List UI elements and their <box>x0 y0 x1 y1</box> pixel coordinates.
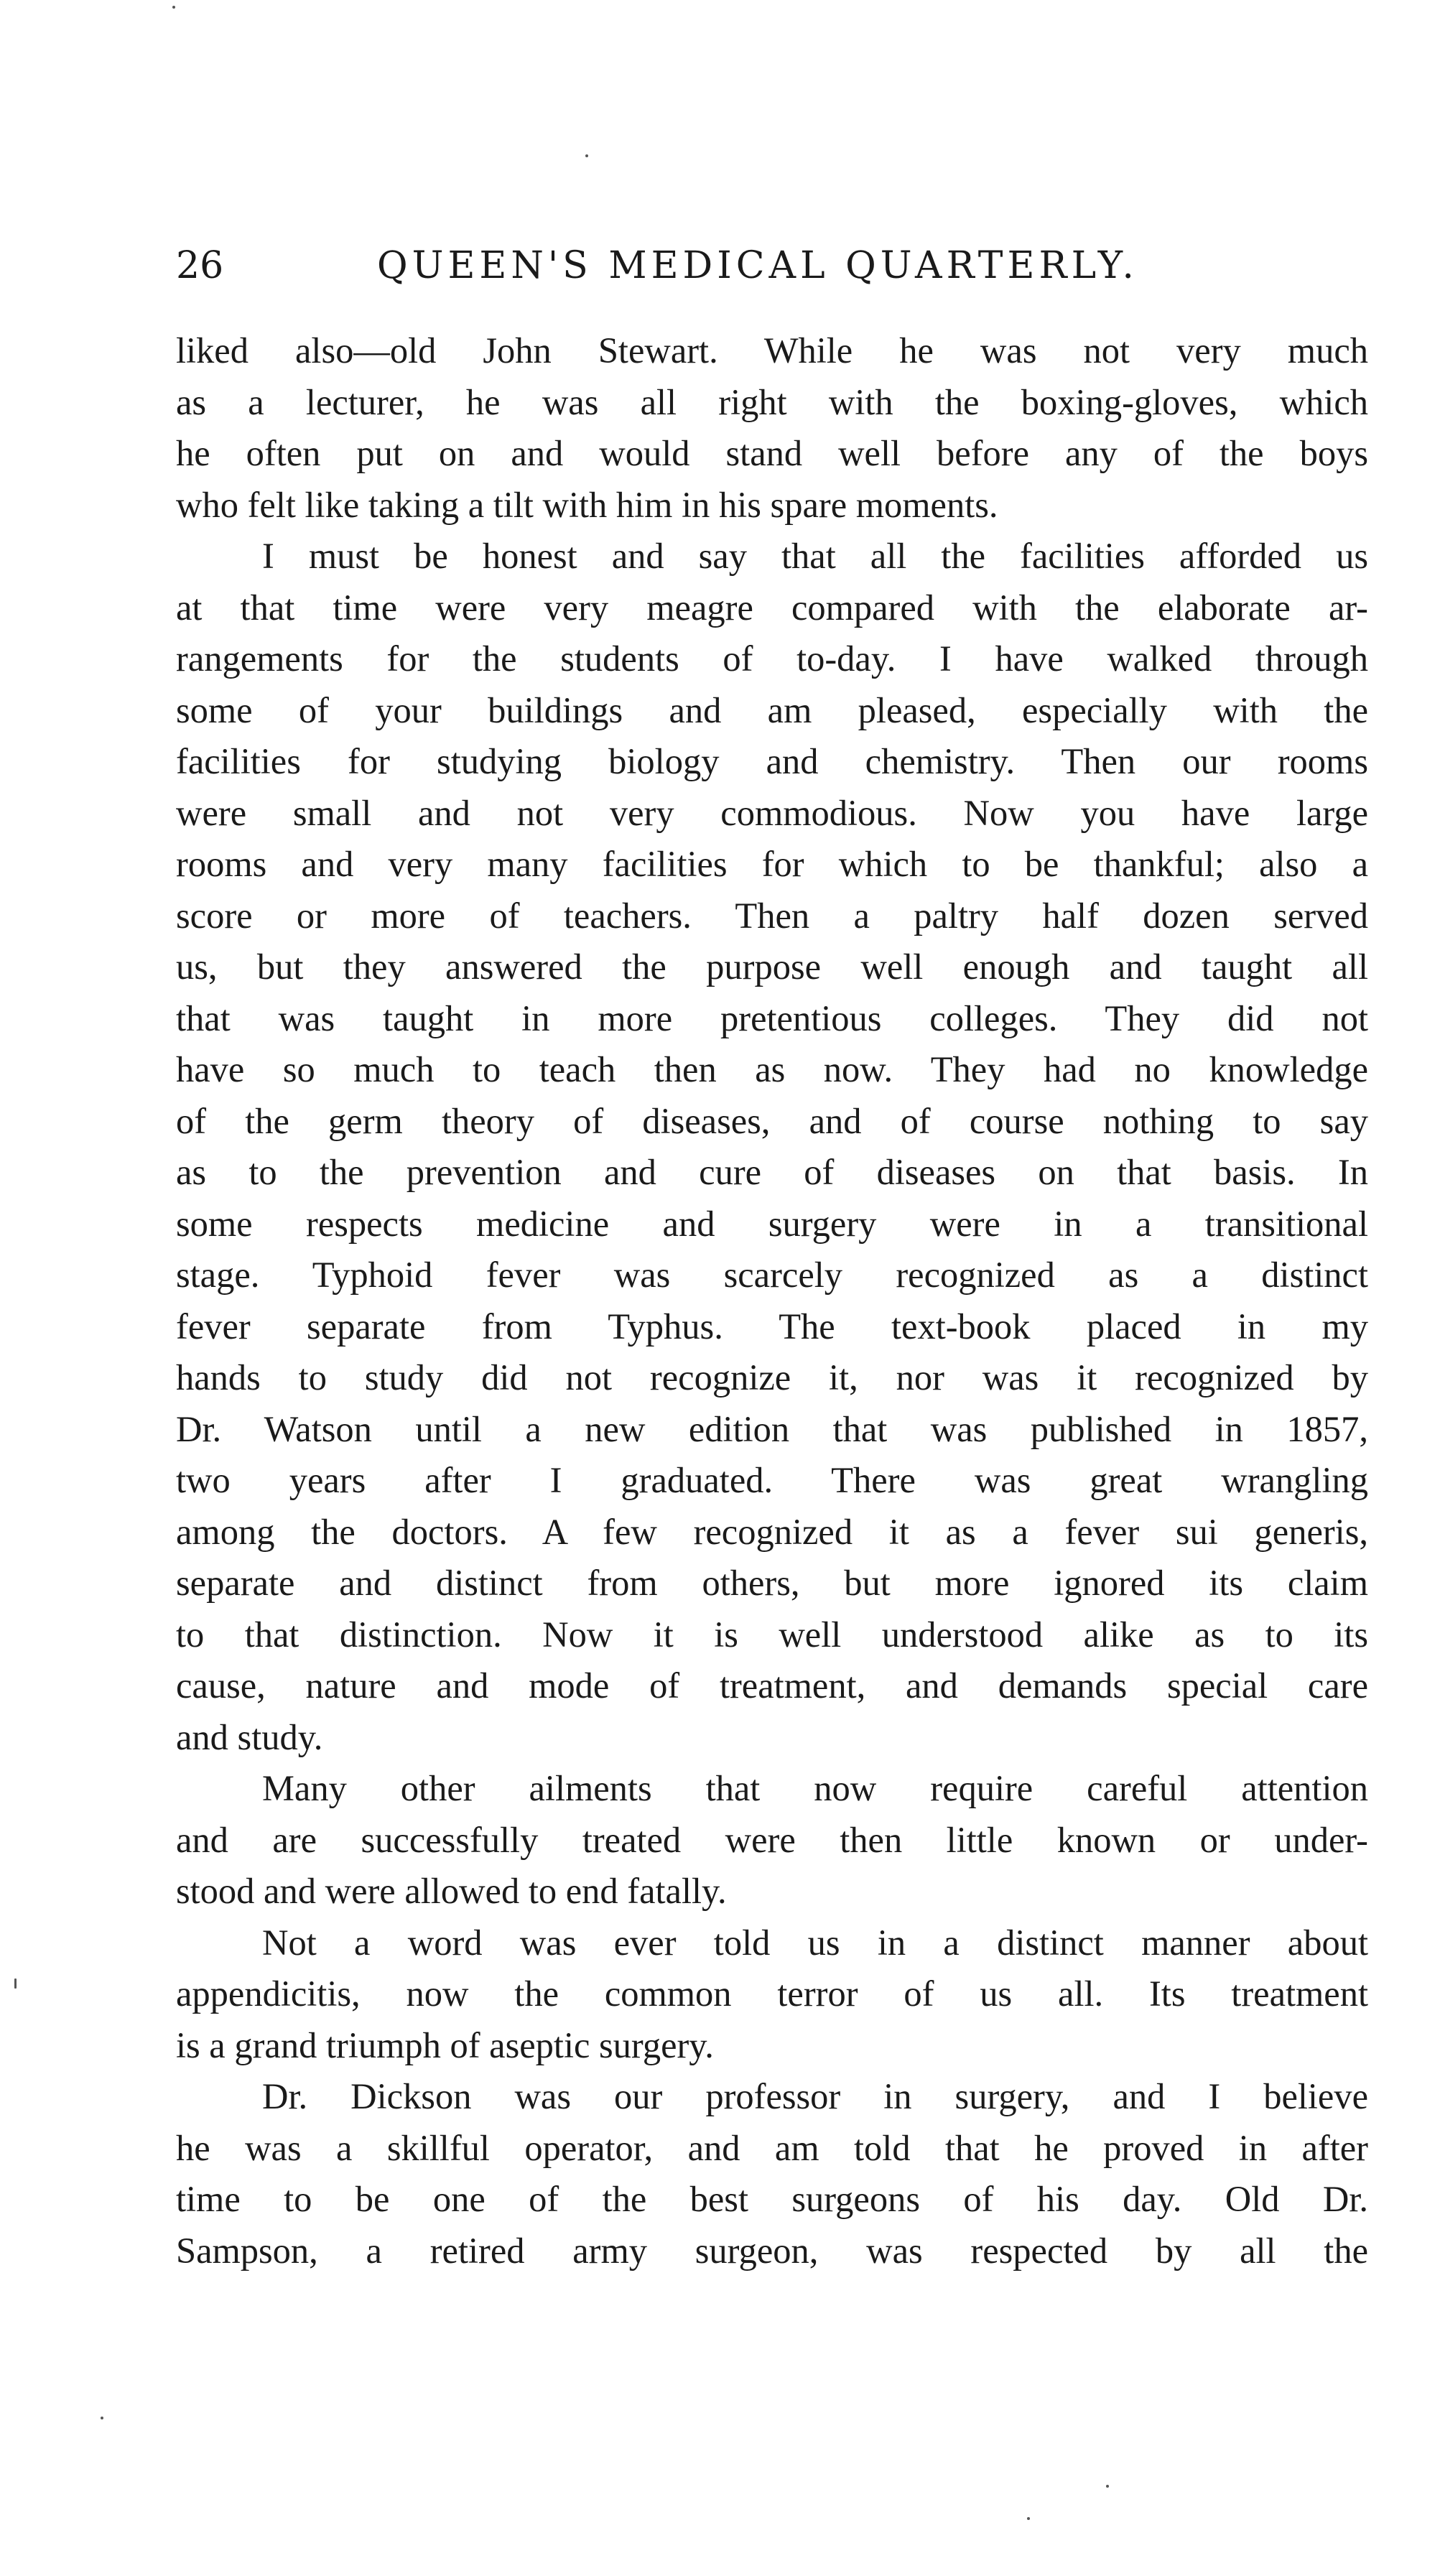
text-line: as to the prevention and cure of diseases on that basis. In <box>176 1152 1368 1192</box>
text-line: Not a word was ever told us in a distinct manner about <box>262 1922 1368 1963</box>
text-line: facilities for studying biology and chemistry. Then our rooms <box>176 741 1368 781</box>
scan-speck <box>101 2417 103 2419</box>
text-line: stood and were allowed to end fatally. <box>176 1871 727 1911</box>
scan-speck <box>585 154 588 157</box>
text-line: is a grand triumph of aseptic surgery. <box>176 2024 714 2065</box>
paragraph <box>176 531 1368 1763</box>
paragraph <box>176 1917 1368 2072</box>
text-line: rooms and very many facilities for which to be thankful; also a <box>176 844 1368 884</box>
text-line: and are successfully treated were then little known or under- <box>176 1819 1368 1860</box>
text-line: Dr. Watson until a new edition that was published in 1857, <box>176 1408 1368 1449</box>
text-line: some of your buildings and am pleased, especially with the <box>176 689 1368 730</box>
scan-speck <box>172 6 175 9</box>
text-line: at that time were very meagre compared with the elaborate ar- <box>176 587 1368 628</box>
text-line: hands to study did not recognize it, nor was it recognized by <box>176 1357 1368 1398</box>
text-line: as a lecturer, he was all right with the boxing-gloves, which <box>176 381 1368 422</box>
text-line: Dr. Dickson was our professor in surgery, and I believe <box>262 2076 1368 2116</box>
text-line: two years after I graduated. There was great wrangling <box>176 1460 1368 1500</box>
page-header <box>176 237 1368 294</box>
scan-speck <box>1027 2517 1030 2520</box>
text-line: time to be one of the best surgeons of his day. Old Dr. <box>176 2179 1368 2219</box>
text-line: separate and distinct from others, but more ignored its claim <box>176 1563 1368 1603</box>
paragraph <box>176 2071 1368 2277</box>
text-line: score or more of teachers. Then a paltry half dozen served <box>176 895 1368 936</box>
text-line: who felt like taking a tilt with him in his spare moments. <box>176 484 998 525</box>
text-line: some respects medicine and surgery were in a transitional <box>176 1203 1368 1244</box>
running-head: QUEEN'S MEDICAL QUARTERLY. <box>377 244 1138 287</box>
text-line: he often put on and would stand well before any of the boys <box>176 433 1368 473</box>
paragraph <box>176 1763 1368 1917</box>
scan-speck <box>14 1979 17 1989</box>
text-line: Many other ailments that now require careful attention <box>262 1768 1368 1808</box>
text-line: liked also—old John Stewart. While he was not very much <box>176 330 1368 371</box>
text-line: of the germ theory of diseases, and of course nothing to say <box>176 1100 1368 1141</box>
text-line: appendicitis, now the common terror of us all. Its treatment <box>176 1973 1368 2014</box>
text-line: stage. Typhoid fever was scarcely recognized as a distinct <box>176 1255 1368 1295</box>
body-text <box>176 325 1368 2277</box>
text-line: us, but they answered the purpose well enough and taught all <box>176 947 1368 987</box>
paragraph <box>176 325 1368 531</box>
text-line: were small and not very commodious. Now you have large <box>176 792 1368 833</box>
scan-speck <box>1106 2485 1109 2488</box>
text-line: he was a skillful operator, and am told that he proved in after <box>176 2127 1368 2168</box>
page-number: 26 <box>176 244 224 287</box>
text-line: among the doctors. A few recognized it as a fever sui generis, <box>176 1511 1368 1552</box>
text-line: Sampson, a retired army surgeon, was respected by all the <box>176 2230 1368 2271</box>
text-line: rangements for the students of to-day. I have walked through <box>176 638 1368 679</box>
text-line: to that distinction. Now it is well understood alike as to its <box>176 1614 1368 1655</box>
text-line: and study. <box>176 1716 323 1757</box>
text-line: have so much to teach then as now. They had no knowledge <box>176 1049 1368 1089</box>
text-line: that was taught in more pretentious colleges. They did not <box>176 998 1368 1038</box>
text-line: fever separate from Typhus. The text-book placed in my <box>176 1306 1368 1347</box>
text-line: cause, nature and mode of treatment, and demands special care <box>176 1665 1368 1706</box>
text-line: I must be honest and say that all the facilities afforded us <box>262 536 1368 576</box>
